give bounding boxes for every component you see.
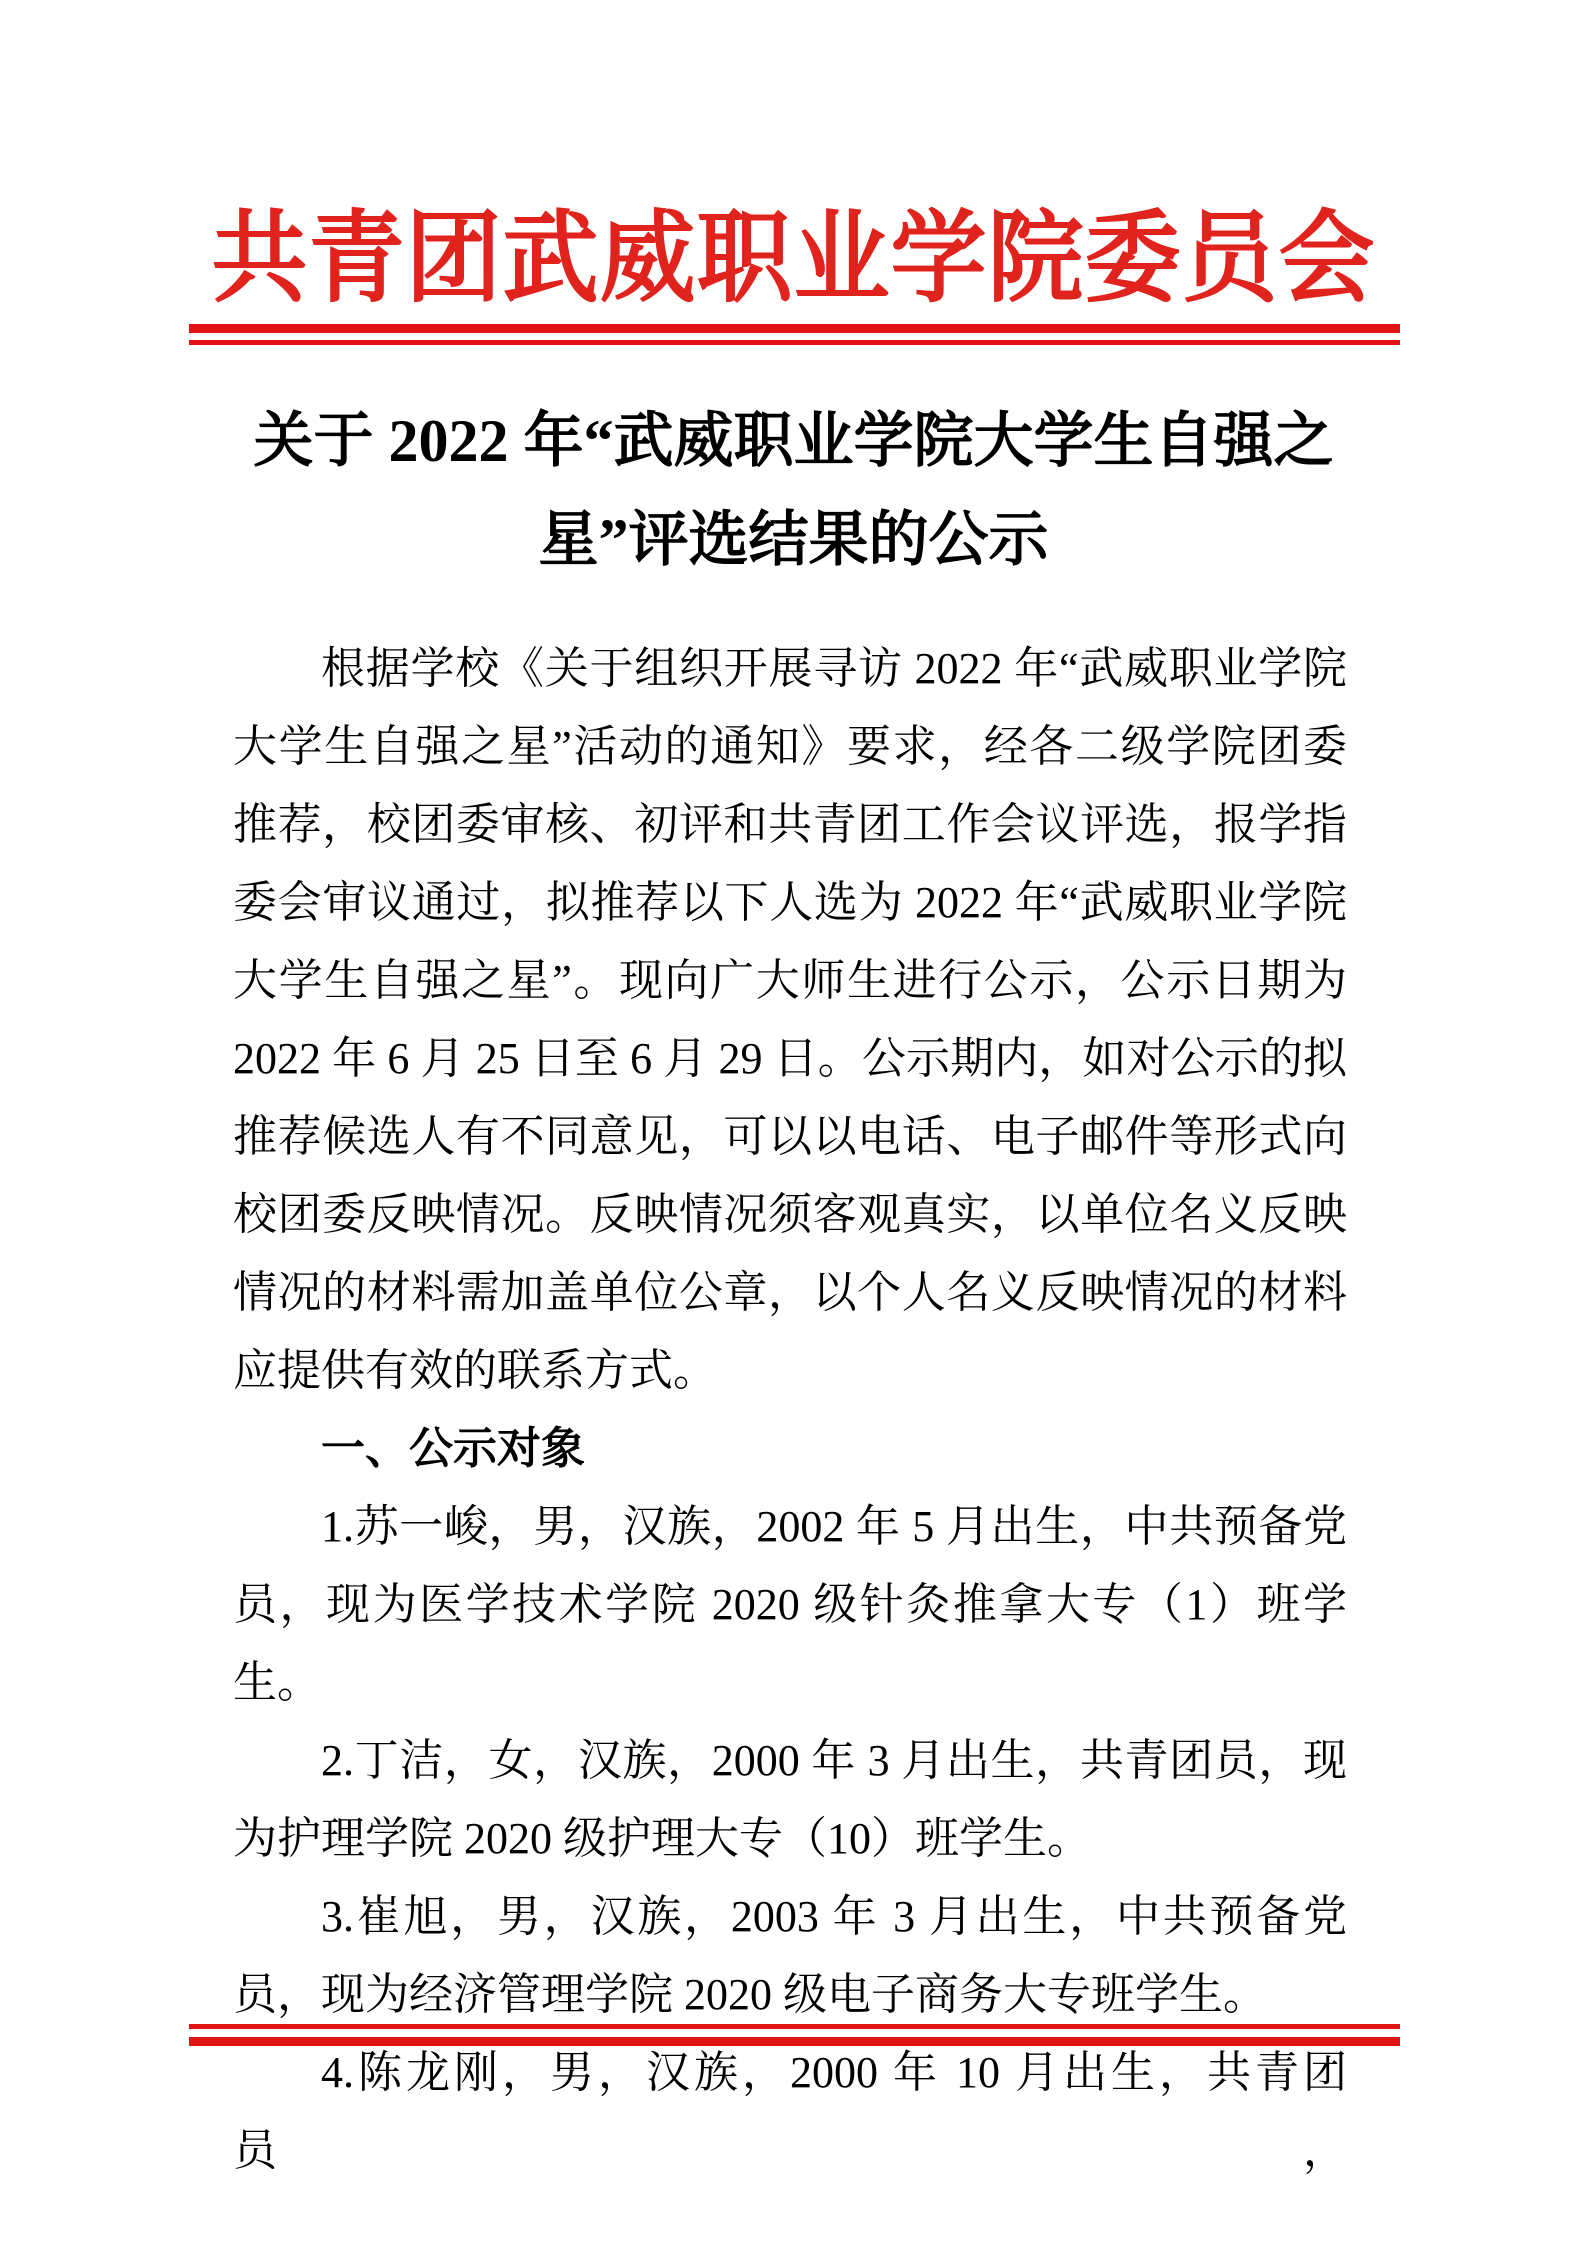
candidate-item-1: 1.苏一峻，男，汉族，2002 年 5 月出生，中共预备党员，现为医学技术学院 2020 级针灸推拿大专（1）班学生。 (233, 1502, 1347, 1707)
footer-rule-thick (189, 2037, 1400, 2046)
document-title-line-2: 星”评选结果的公示 (538, 507, 1049, 573)
letterhead-rule-thick (189, 324, 1400, 333)
candidate-item-4: 4.陈龙刚，男，汉族，2000 年 10 月出生，共青团员， (233, 2048, 1347, 2175)
intro-paragraph: 根据学校《关于组织开展寻访 2022 年“武威职业学院大学生自强之星”活动的通知》要求，经各二级学院团委推荐，校团委审核、初评和共青团工作会议评选，报学指委会审议通过，拟推荐以下人选为 2022 年“武威职业学院大学生自强之星”。现向广大师生进行公示，公示日期为 2022 年 6 月 25 日至 6 月 29 日。公示期内，如对公示的拟推荐候选人有不同意见，可以以电话、电子邮件等形式向校团委反映情况。反映情况须客观真实，以单位名义反映情况的材料需加盖单位公章，以个人名义反映情况的材料应提供有效的联系方式。 (233, 644, 1347, 1395)
document-title-line-1: 关于 2022 年“武威职业学院大学生自强之 (253, 408, 1334, 474)
document-body (233, 630, 1347, 2190)
section-heading-publicity-targets: 一、公示对象 (321, 1424, 585, 1473)
letterhead-rule-thin (189, 340, 1400, 345)
footer-rule-thin (189, 2024, 1400, 2029)
document-title (0, 392, 1587, 590)
candidate-item-2: 2.丁洁，女，汉族，2000 年 3 月出生，共青团员，现为护理学院 2020 级护理大专（10）班学生。 (233, 1736, 1347, 1863)
candidate-item-3: 3.崔旭，男，汉族，2003 年 3 月出生，中共预备党员，现为经济管理学院 2020 级电子商务大专班学生。 (233, 1892, 1347, 2019)
letterhead-org-name: 共青团武威职业学院委员会 (211, 203, 1376, 315)
